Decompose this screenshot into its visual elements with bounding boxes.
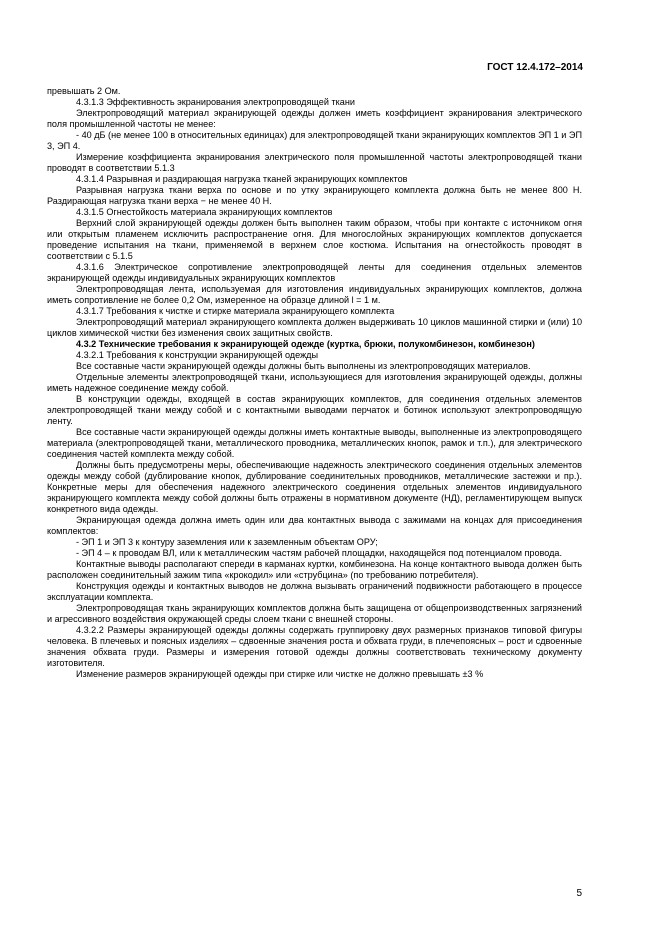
list-item: - ЭП 4 – к проводам ВЛ, или к металлическим частям рабочей площадки, находящейся под потенциалом провода.	[76, 548, 562, 558]
paragraph: Должны быть предусмотрены меры, обеспечивающие надежность электрического соединения отдельных элементов одежды между собой (дублирование кнопок, дублирование соединительных проводников, металлические застежки и пр.). Конкретные меры для обеспечения надежного электрического соединения отдельных элементов индивидуального экранирующего комплекта между собой должны быть отражены в нормативном документе (НД), регламентирующем выпуск конкретного вида одежды.	[47, 460, 582, 514]
section-heading: 4.3.1.3 Эффективность экранирования электропроводящей ткани	[76, 97, 355, 107]
section-heading: 4.3.1.5 Огнестойкость материала экранирующих комплектов	[76, 207, 333, 217]
section-heading: 4.3.1.7 Требования к чистке и стирке материала экранирующего комплекта	[76, 306, 395, 316]
paragraph: Экранирующая одежда должна иметь один или два контактных вывода с зажимами на концах для присоединения комплектов:	[47, 515, 582, 536]
paragraph: 4.3.2.2 Размеры экранирующей одежды должны содержать группировку двух размерных признаков типовой фигуры человека. В плечевых и поясных изделиях – сдвоенные значения роста и обхвата груди, в плечепоясных – рост и сдвоенные значения обхвата груди. Размеры и измерения готовой одежды должны соответствовать техническому документу изготовителя.	[47, 625, 582, 668]
section-heading: 4.3.1.4 Разрывная и раздирающая нагрузка тканей экранирующих комплектов	[76, 174, 408, 184]
page-number: 5	[576, 888, 582, 899]
document-body	[47, 86, 582, 680]
paragraph: Электропроводящая лента, используемая для изготовления индивидуальных экранирующих комплектов, должна иметь сопротивление не более 0,2 Ом, измеренное на образце длиной l = 1 м.	[47, 284, 582, 305]
list-item: - 40 дБ (не менее 100 в относительных единицах) для электропроводящей ткани экранирующих комплектов ЭП 1 и ЭП 3, ЭП 4.	[47, 130, 582, 151]
paragraph: Отдельные элементы электропроводящей ткани, использующиеся для изготовления экранирующей одежды, должны иметь надежное соединение между собой.	[47, 372, 582, 393]
paragraph: Разрывная нагрузка ткани верха по основе и по утку экранирующего комплекта должна быть не менее 800 Н. Раздирающая нагрузка ткани верха − не менее 40 Н.	[47, 185, 582, 206]
paragraph: Измерение коэффициента экранирования электрического поля промышленной частоты электропроводящей ткани проводят в соответствии 5.1.3	[47, 152, 582, 173]
paragraph: Изменение размеров экранирующей одежды при стирке или чистке не должно превышать ±3 %	[76, 669, 484, 679]
paragraph: Электропроводящая ткань экранирующих комплектов должна быть защищена от общепроизводственных загрязнений и агрессивного воздействия окружающей среды слоем ткани с внешней стороны.	[47, 603, 582, 624]
paragraph: Электропроводящий материал экранирующей одежды должен иметь коэффициент экранирования электрического поля промышленной частоты не менее:	[47, 108, 582, 129]
paragraph: Верхний слой экранирующей одежды должен быть выполнен таким образом, чтобы при контакте с источником огня или открытым пламенем исключить распространение огня. Для многослойных экранирующих комплектов допускается проведение испытания на ткани, применяемой в верхнем слое костюма. Испытания на огнестойкость проводят в соответствии с 5.1.5	[47, 218, 582, 261]
paragraph: Все составные части экранирующей одежды должны быть выполнены из электропроводящих материалов.	[76, 361, 531, 371]
paragraph: Все составные части экранирующей одежды должны иметь контактные выводы, выполненные из электропроводящего материала (электропроводящей ткани, металлического проводника, металлических кнопок, рамок и т.п.), для электрического соединения частей комплекта между собой.	[47, 427, 582, 459]
paragraph: Контактные выводы располагают спереди в карманах куртки, комбинезона. На конце контактного вывода должен быть расположен соединительный зажим типа «крокодил» или «струбцина» (по требованию потребителя).	[47, 559, 582, 580]
list-item: - ЭП 1 и ЭП 3 к контуру заземления или к заземленным объектам ОРУ;	[76, 537, 378, 547]
standard-header: ГОСТ 12.4.172–2014	[487, 62, 583, 73]
paragraph: В конструкции одежды, входящей в состав экранирующих комплектов, для соединения отдельных элементов электропроводящей ткани между собой и с контактными выводами перчаток и ботинок используют электропроводящую ленту.	[47, 394, 582, 426]
section-heading: 4.3.1.6 Электрическое сопротивление электропроводящей ленты для соединения отдельных элементов экранирующей одежды индивидуальных экранирующих комплектов	[47, 262, 582, 283]
section-heading: 4.3.2.1 Требования к конструкции экранирующей одежды	[76, 350, 318, 360]
paragraph: превышать 2 Ом.	[47, 86, 121, 96]
paragraph: Конструкция одежды и контактных выводов не должна вызывать ограничений подвижности работающего в процессе эксплуатации комплекта.	[47, 581, 582, 602]
paragraph: Электропроводящий материал экранирующего комплекта должен выдерживать 10 циклов машинной стирки и (или) 10 циклов химической чистки без изменения своих защитных свойств.	[47, 317, 582, 338]
section-title: 4.3.2 Технические требования к экранирующей одежде (куртка, брюки, полукомбинезон, комбинезон)	[76, 339, 535, 349]
